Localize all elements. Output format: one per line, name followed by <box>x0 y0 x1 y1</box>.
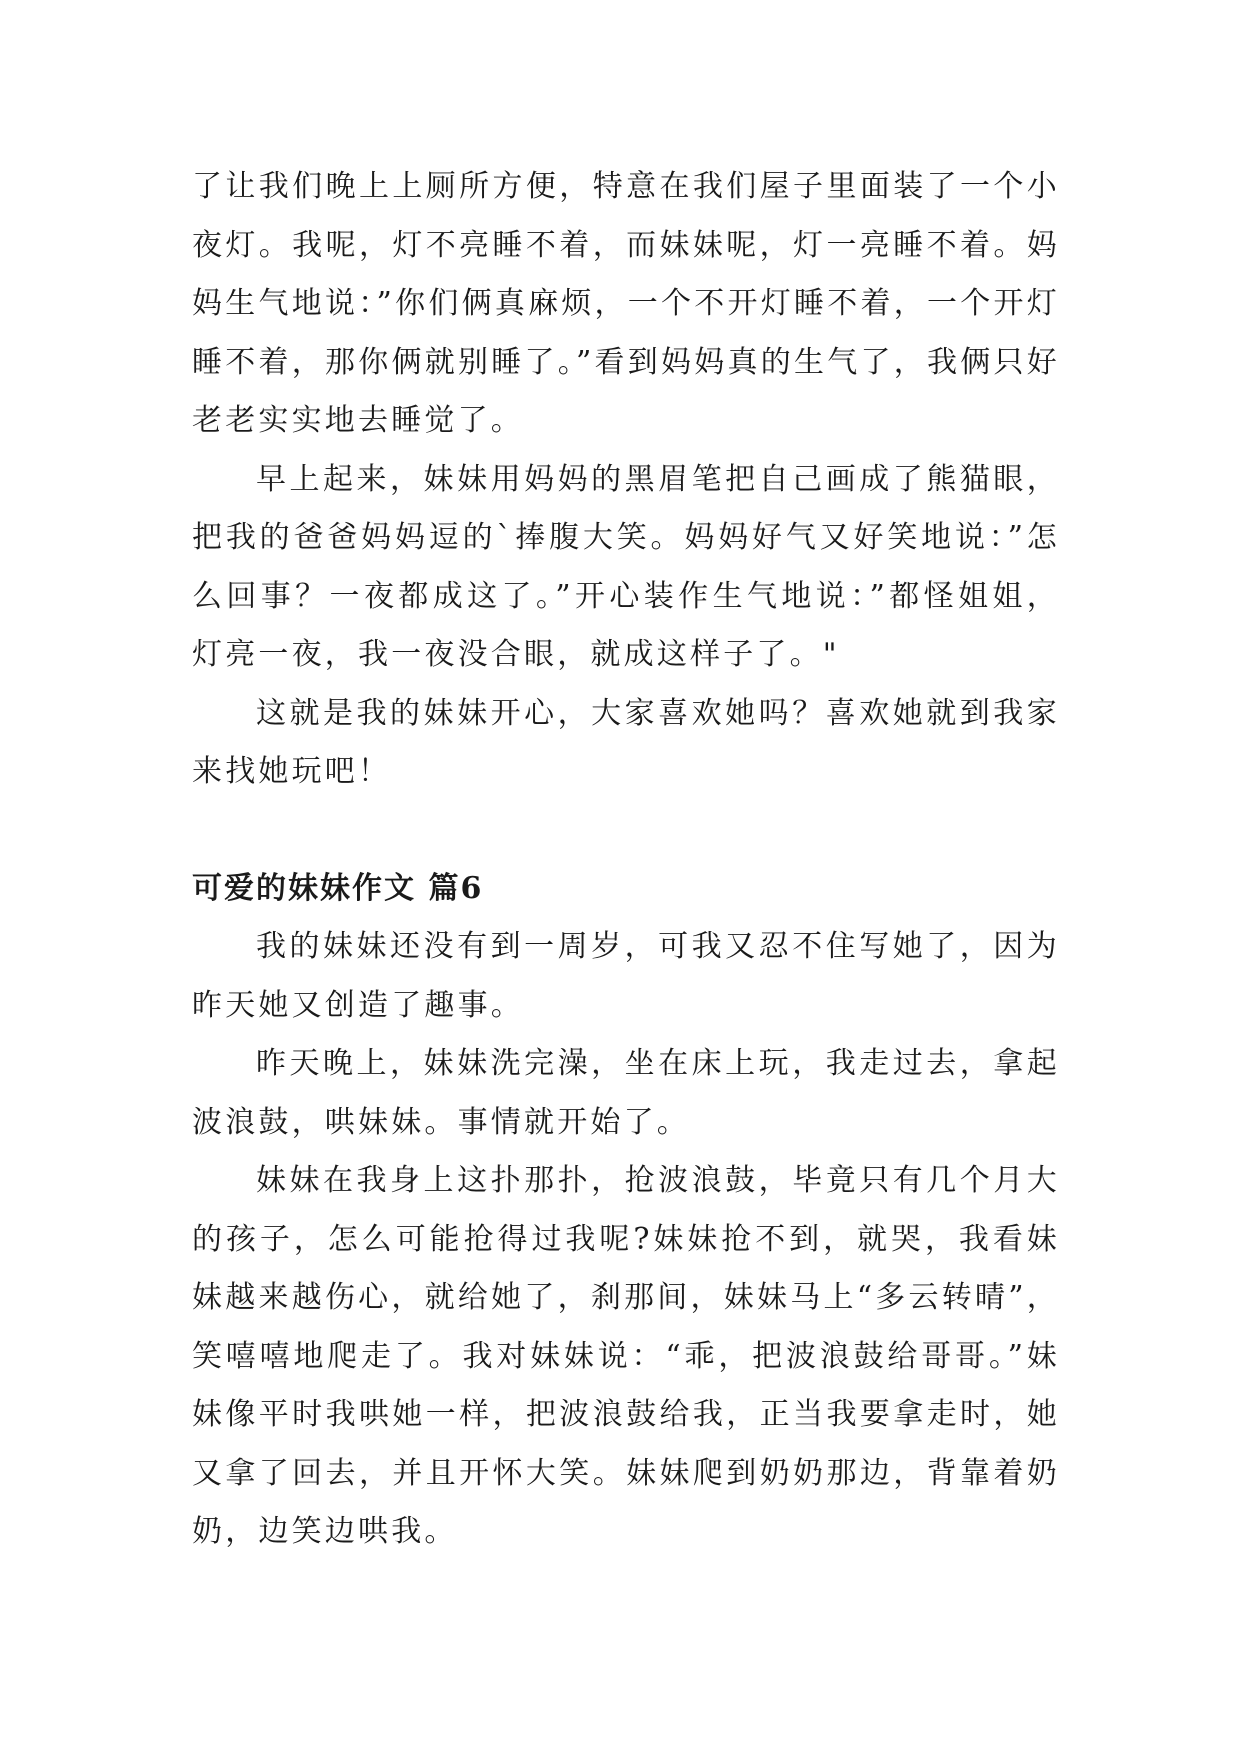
section-spacer <box>192 802 1060 860</box>
paragraph-1: 了让我们晚上上厕所方便，特意在我们屋子里面装了一个小夜灯。我呢，灯不亮睡不着，而妹妹呢，灯一亮睡不着。妈妈生气地说：”你们俩真麻烦，一个不开灯睡不着，一个开灯睡不着，那你俩就别睡了。”看到妈妈真的生气了，我俩只好老老实实地去睡觉了。 <box>192 169 1060 438</box>
document-body <box>192 158 1060 1562</box>
paragraph-5: 昨天晚上，妹妹洗完澡，坐在床上玩，我走过去，拿起波浪鼓，哄妹妹。事情就开始了。 <box>192 1046 1060 1140</box>
section-title: 可爱的妹妹作文 篇6 <box>192 870 484 906</box>
paragraph-4: 我的妹妹还没有到一周岁，可我又忍不住写她了，因为昨天她又创造了趣事。 <box>192 929 1060 1023</box>
paragraph-3: 这就是我的妹妹开心，大家喜欢她吗？喜欢她就到我家来找她玩吧！ <box>192 695 1060 789</box>
paragraph-6: 妹妹在我身上这扑那扑，抢波浪鼓，毕竟只有几个月大的孩子，怎么可能抢得过我呢?妹妹抢不到，就哭，我看妹妹越来越伤心，就给她了，刹那间，妹妹马上“多云转晴”，笑嘻嘻地爬走了。我对妹妹说：“乖，把波浪鼓给哥哥。”妹妹像平时我哄她一样，把波浪鼓给我，正当我要拿走时，她又拿了回去，并且开怀大笑。妹妹爬到奶奶那边，背靠着奶奶，边笑边哄我。 <box>192 1163 1060 1549</box>
paragraph-2: 早上起来，妹妹用妈妈的黑眉笔把自己画成了熊猫眼，把我的爸爸妈妈逗的`捧腹大笑。妈妈好气又好笑地说：”怎么回事？一夜都成这了。”开心装作生气地说：”都怪姐姐，灯亮一夜，我一夜没合眼，就成这样子了。" <box>192 461 1060 672</box>
